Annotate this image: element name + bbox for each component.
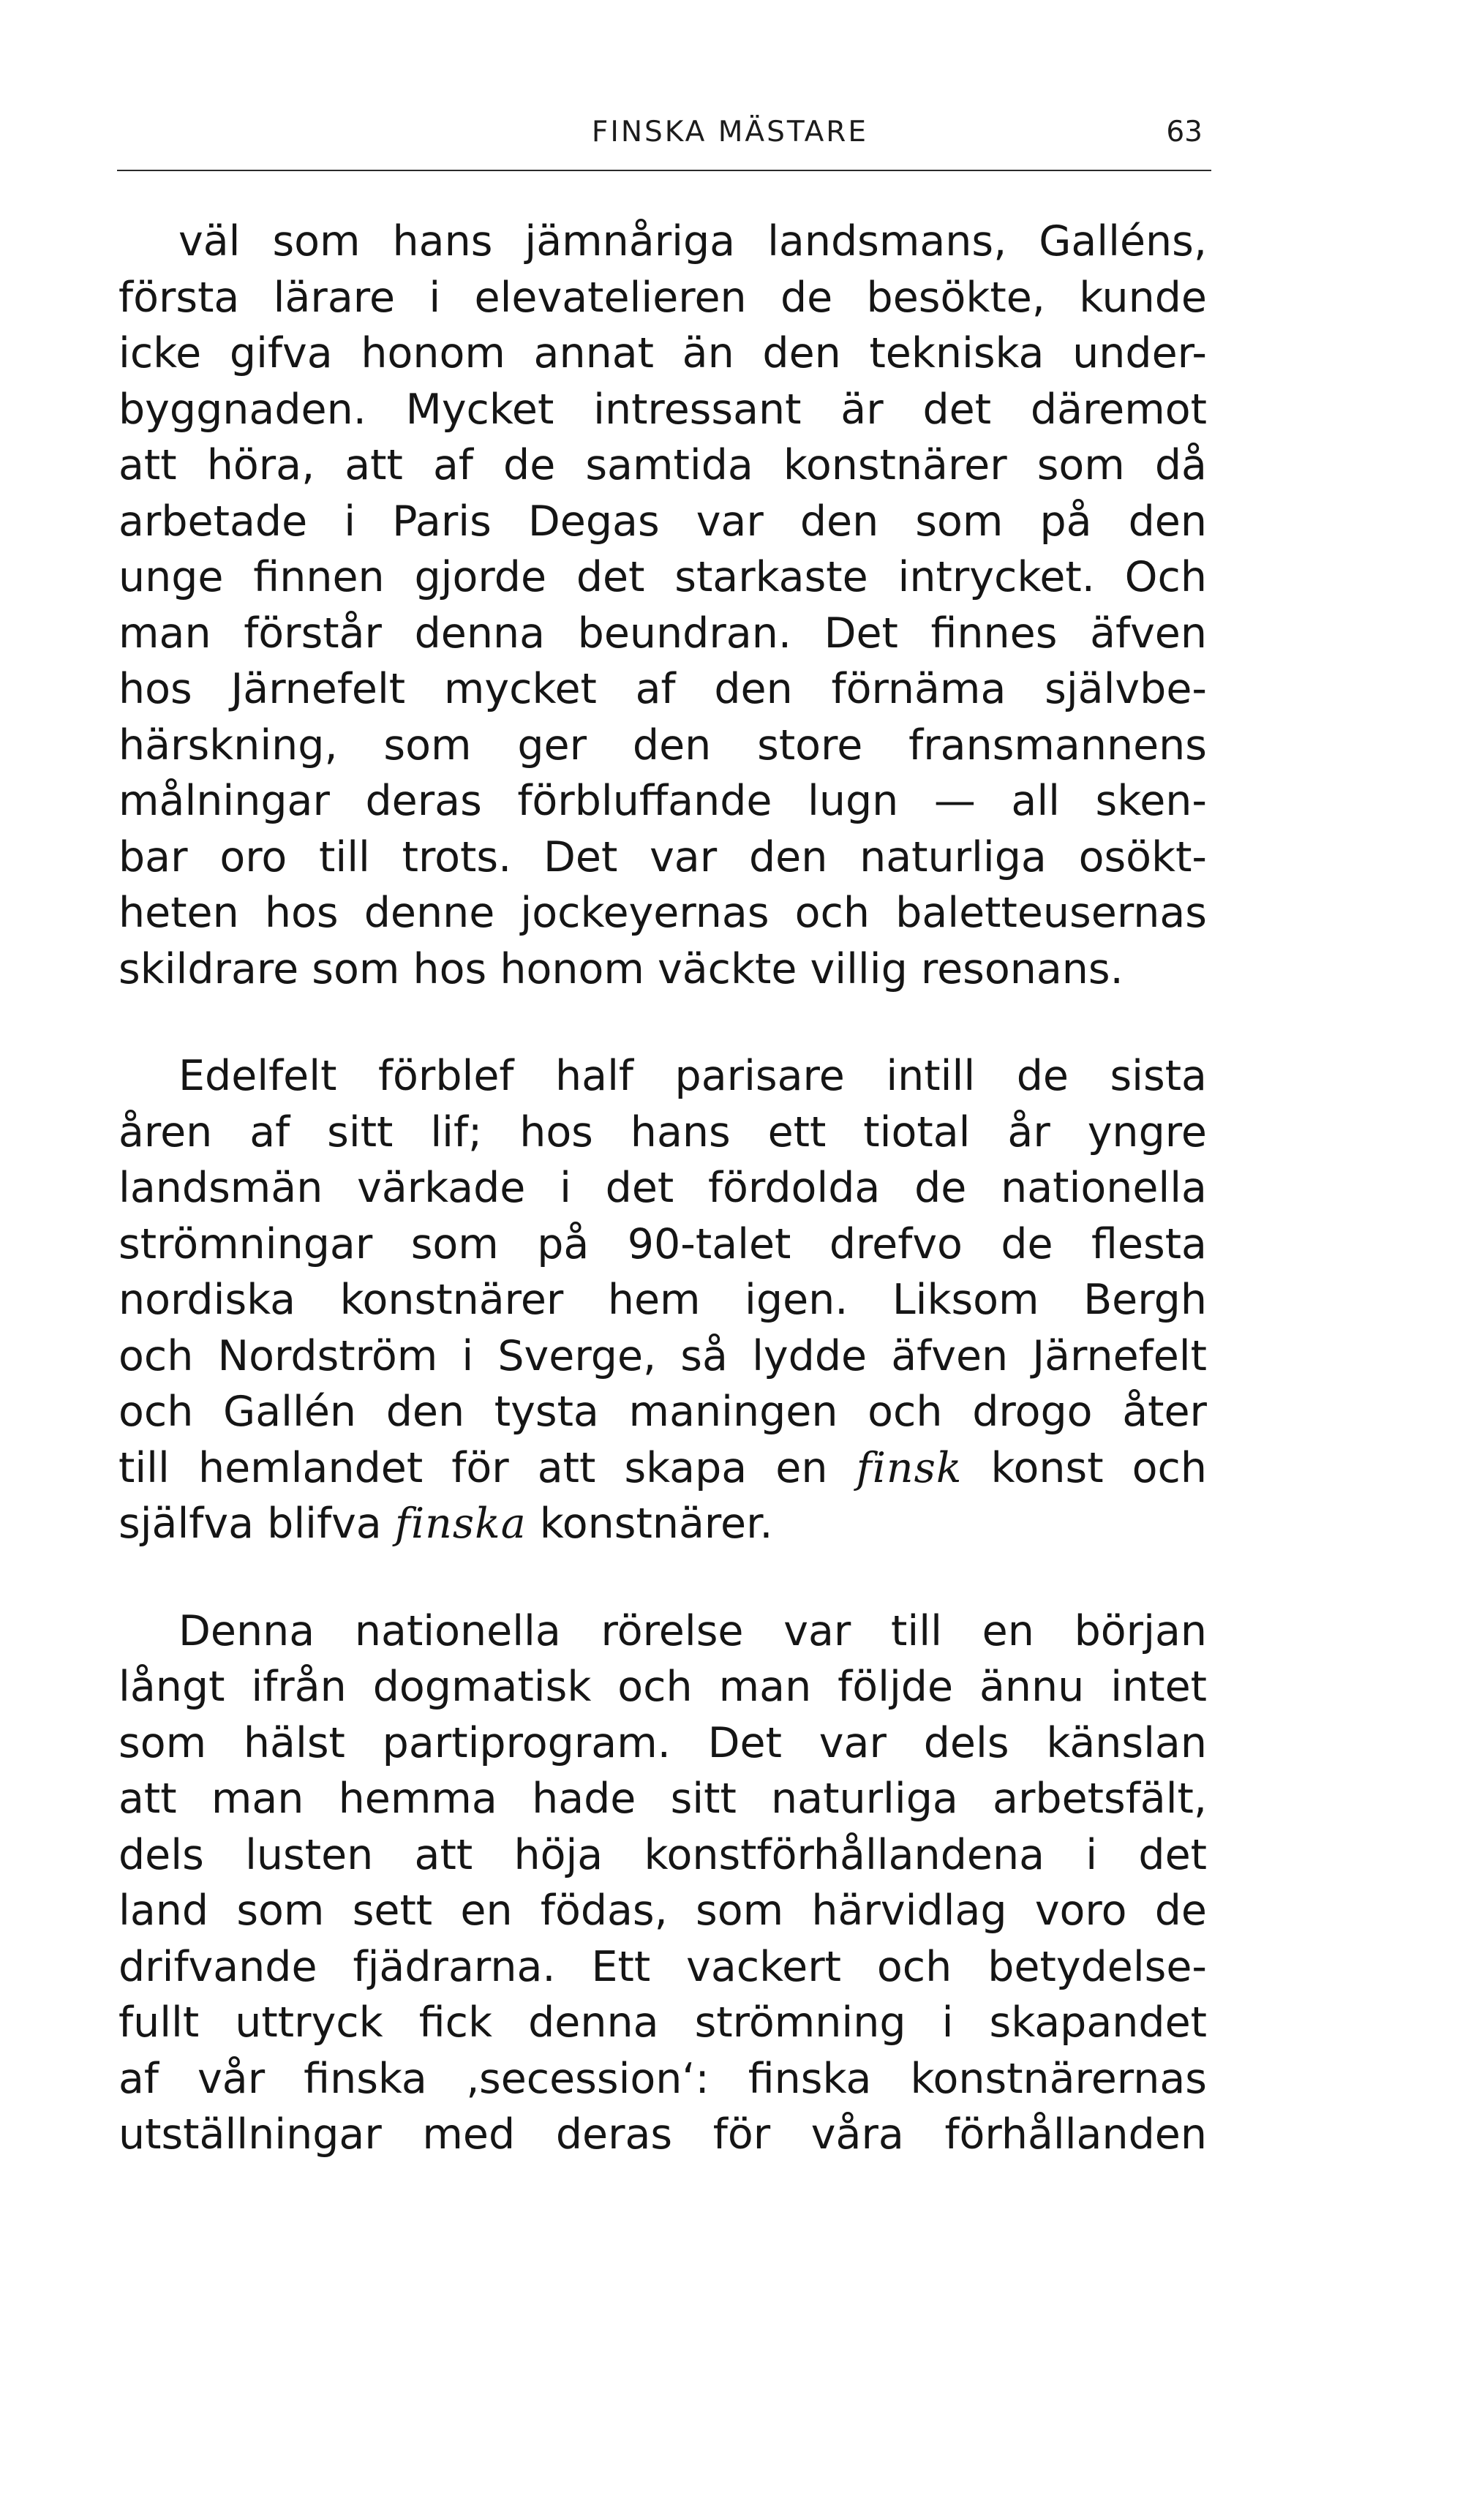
text-line: Edelfelt förblef half parisare intill de sista <box>178 1052 1207 1100</box>
text-line: land som sett en födas, som härvidlag voro de <box>118 1887 1207 1935</box>
text-line: fullt uttryck fick denna strömning i skapandet <box>118 1998 1207 2047</box>
italic-word: finska <box>394 1500 527 1548</box>
paragraph <box>118 214 1207 997</box>
text-line: unge finnen gjorde det starkaste intrycket. Och <box>118 553 1207 601</box>
line-text: konstnärer. <box>526 1500 773 1548</box>
text-line: arbetade i Paris Degas var den som på den <box>118 497 1207 546</box>
paragraph-gap <box>118 997 1207 1048</box>
text-line: att man hemma hade sitt naturliga arbetsfält, <box>118 1775 1207 1823</box>
text-line: åren af sitt lif; hos hans ett tiotal år yngre <box>118 1107 1207 1156</box>
text-line: af vår finska ‚secession‘: finska konstnärernas <box>118 2054 1207 2103</box>
page-number: 63 <box>1166 116 1203 148</box>
text-line: heten hos denne jockeyernas och baletteusernas <box>118 889 1207 937</box>
text-line: bar oro till trots. Det var den naturliga osökt- <box>118 832 1207 881</box>
italic-word: finsk <box>856 1443 963 1492</box>
text-line: strömningar som på 90-talet drefvo de flesta <box>118 1219 1207 1268</box>
text-line: hos Järnefelt mycket af den förnäma självbe- <box>118 665 1207 713</box>
paragraph <box>118 1603 1207 2163</box>
line-text: till hemlandet för att skapa en <box>118 1443 857 1492</box>
running-title: FINSKA MÄSTARE <box>591 116 869 148</box>
text-line: Denna nationella rörelse var till en början <box>178 1606 1207 1655</box>
text-line: skildrare som hos honom väckte villig resonans. <box>118 944 1124 993</box>
text-line: långt ifrån dogmatisk och man följde ännu intet <box>118 1663 1207 1711</box>
text-line: utställningar med deras för våra förhållanden <box>118 2110 1207 2159</box>
text-line: byggnaden. Mycket intressant är det däremot <box>118 385 1207 434</box>
text-line: första lärare i elevatelieren de besökte, kunde <box>118 273 1207 322</box>
text-line: landsmän värkade i det fördolda de nationella <box>118 1164 1207 1212</box>
text-line: att höra, att af de samtida konstnärer som då <box>118 441 1207 489</box>
text-line <box>118 1496 1207 1552</box>
text-line: härskning, som ger den store fransmannens <box>118 721 1207 770</box>
paragraph-gap <box>118 1552 1207 1603</box>
line-text: konst och <box>962 1443 1207 1492</box>
text-line: väl som hans jämnåriga landsmans, Galléns, <box>178 217 1207 266</box>
text-line: icke gifva honom annat än den tekniska under- <box>118 329 1207 377</box>
text-line: dels lusten att höja konstförhållandena i det <box>118 1830 1207 1879</box>
text-line: drifvande fjädrarna. Ett vackert och betydelse- <box>118 1942 1207 1991</box>
header-rule <box>117 170 1211 171</box>
paragraph <box>118 1048 1207 1552</box>
text-line: man förstår denna beundran. Det finnes äfven <box>118 609 1207 658</box>
text-line: som hälst partiprogram. Det var dels känslan <box>118 1718 1207 1767</box>
text-line: målningar deras förbluffande lugn — all sken- <box>118 777 1207 825</box>
text-line: och Nordström i Sverge, så lydde äfven Järnefelt <box>118 1331 1207 1380</box>
body-text <box>118 214 1207 2163</box>
text-line <box>118 1440 1207 1497</box>
text-line: och Gallén den tysta maningen och drogo åter <box>118 1388 1207 1436</box>
line-text: själfva blifva <box>118 1500 395 1548</box>
text-line: nordiska konstnärer hem igen. Liksom Bergh <box>118 1276 1207 1324</box>
